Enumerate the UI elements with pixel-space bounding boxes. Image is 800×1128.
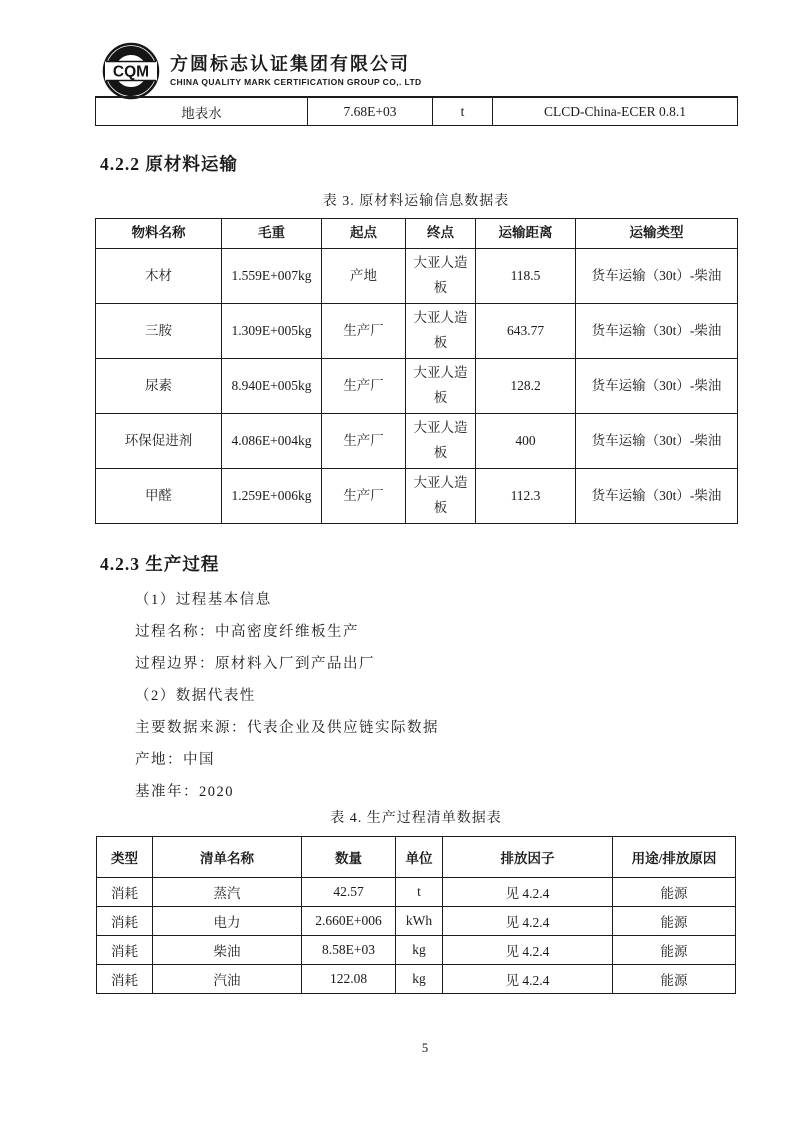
cell-origin: 生产厂 [322, 359, 406, 414]
table3-caption: 表 3. 原材料运输信息数据表 [322, 194, 510, 209]
cell-destination: 大亚人造板 [406, 249, 476, 304]
cell-type: 消耗 [97, 907, 153, 936]
cell-unit: kWh [396, 907, 443, 936]
table4-caption: 表 4. 生产过程清单数据表 [330, 811, 502, 826]
logo-text: CQM [112, 63, 150, 81]
cell-quantity: 42.57 [302, 878, 396, 907]
cell-type: 消耗 [97, 878, 153, 907]
cell-material: 木材 [96, 249, 222, 304]
cell-type: 消耗 [97, 965, 153, 994]
cell-data-source: CLCD-China-ECER 0.8.1 [493, 97, 738, 126]
cell-transport-type: 货车运输（30t）-柴油 [576, 304, 738, 359]
cell-transport-type: 货车运输（30t）-柴油 [576, 359, 738, 414]
cell-distance: 400 [476, 414, 576, 469]
table-header-row [96, 219, 738, 249]
table-row [96, 359, 738, 414]
col-header-transport-type: 运输类型 [576, 219, 738, 249]
table-row [97, 936, 736, 965]
cell-destination: 大亚人造板 [406, 359, 476, 414]
cell-quantity: 8.58E+03 [302, 936, 396, 965]
col-header-origin: 起点 [322, 219, 406, 249]
cell-unit: t [433, 97, 493, 126]
cell-purpose: 能源 [613, 878, 736, 907]
table-row [96, 469, 738, 524]
col-header-distance: 运输距离 [476, 219, 576, 249]
cell-emission-factor: 见 4.2.4 [443, 936, 613, 965]
cell-material: 甲醛 [96, 469, 222, 524]
para-origin: 产地：中国 [135, 752, 215, 768]
cell-emission-factor: 见 4.2.4 [443, 907, 613, 936]
cell-origin: 产地 [322, 249, 406, 304]
cell-unit: kg [396, 936, 443, 965]
cell-gross-weight: 8.940E+005kg [222, 359, 322, 414]
col-header-unit: 单位 [396, 837, 443, 878]
section-heading-423: 4.2.3 生产过程 [100, 554, 220, 574]
cell-gross-weight: 1.309E+005kg [222, 304, 322, 359]
col-header-gross-weight: 毛重 [222, 219, 322, 249]
cell-purpose: 能源 [613, 965, 736, 994]
table-row [96, 249, 738, 304]
cell-inventory-name: 汽油 [153, 965, 302, 994]
cell-quantity: 2.660E+006 [302, 907, 396, 936]
para-process-basic-info: （1）过程基本信息 [135, 592, 272, 608]
col-header-inventory-name: 清单名称 [153, 837, 302, 878]
production-process-inventory-table [96, 836, 736, 994]
table-row [96, 414, 738, 469]
para-base-year: 基准年：2020 [135, 784, 234, 800]
cell-purpose: 能源 [613, 907, 736, 936]
table-row [97, 878, 736, 907]
cell-gross-weight: 1.259E+006kg [222, 469, 322, 524]
cell-emission-factor: 见 4.2.4 [443, 965, 613, 994]
col-header-quantity: 数量 [302, 837, 396, 878]
carryover-table [95, 96, 738, 126]
para-data-source: 主要数据来源：代表企业及供应链实际数据 [135, 720, 439, 736]
cell-emission-factor: 见 4.2.4 [443, 878, 613, 907]
cqm-logo-badge [102, 42, 160, 100]
cell-material: 环保促进剂 [96, 414, 222, 469]
cell-unit: kg [396, 965, 443, 994]
section-heading-422: 4.2.2 原材料运输 [100, 154, 238, 174]
para-data-representativeness: （2）数据代表性 [135, 688, 256, 704]
cell-quantity: 122.08 [302, 965, 396, 994]
cell-material: 三胺 [96, 304, 222, 359]
table-row [97, 965, 736, 994]
cell-distance: 643.77 [476, 304, 576, 359]
cell-destination: 大亚人造板 [406, 304, 476, 359]
cell-transport-type: 货车运输（30t）-柴油 [576, 249, 738, 304]
cell-amount: 7.68E+03 [308, 97, 433, 126]
col-header-purpose: 用途/排放原因 [613, 837, 736, 878]
company-name-en: CHINA QUALITY MARK CERTIFICATION GROUP CO,. LTD [170, 77, 422, 87]
raw-material-transport-table [95, 218, 738, 524]
cqm-logo-icon [102, 42, 160, 100]
page-number: 5 [421, 1041, 429, 1055]
table-header-row [97, 837, 736, 878]
cell-distance: 118.5 [476, 249, 576, 304]
cell-unit: t [396, 878, 443, 907]
table-row [96, 304, 738, 359]
col-header-destination: 终点 [406, 219, 476, 249]
cell-origin: 生产厂 [322, 414, 406, 469]
col-header-type: 类型 [97, 837, 153, 878]
para-process-boundary: 过程边界：原材料入厂到产品出厂 [135, 656, 375, 672]
cell-inventory-name: 电力 [153, 907, 302, 936]
cell-type: 消耗 [97, 936, 153, 965]
para-process-name: 过程名称：中高密度纤维板生产 [135, 624, 359, 640]
cell-destination: 大亚人造板 [406, 469, 476, 524]
cell-transport-type: 货车运输（30t）-柴油 [576, 414, 738, 469]
cell-gross-weight: 1.559E+007kg [222, 249, 322, 304]
cell-inventory-name: 柴油 [153, 936, 302, 965]
cell-origin: 生产厂 [322, 304, 406, 359]
cell-inventory-name: 蒸汽 [153, 878, 302, 907]
cell-purpose: 能源 [613, 936, 736, 965]
cell-distance: 128.2 [476, 359, 576, 414]
cell-gross-weight: 4.086E+004kg [222, 414, 322, 469]
col-header-material: 物料名称 [96, 219, 222, 249]
cell-origin: 生产厂 [322, 469, 406, 524]
company-name-cn: 方圆标志认证集团有限公司 [170, 54, 410, 74]
cell-flow-name: 地表水 [96, 97, 308, 126]
table-row [96, 97, 738, 126]
cell-destination: 大亚人造板 [406, 414, 476, 469]
col-header-emission-factor: 排放因子 [443, 837, 613, 878]
cell-transport-type: 货车运输（30t）-柴油 [576, 469, 738, 524]
cell-distance: 112.3 [476, 469, 576, 524]
cell-material: 尿素 [96, 359, 222, 414]
table-row [97, 907, 736, 936]
